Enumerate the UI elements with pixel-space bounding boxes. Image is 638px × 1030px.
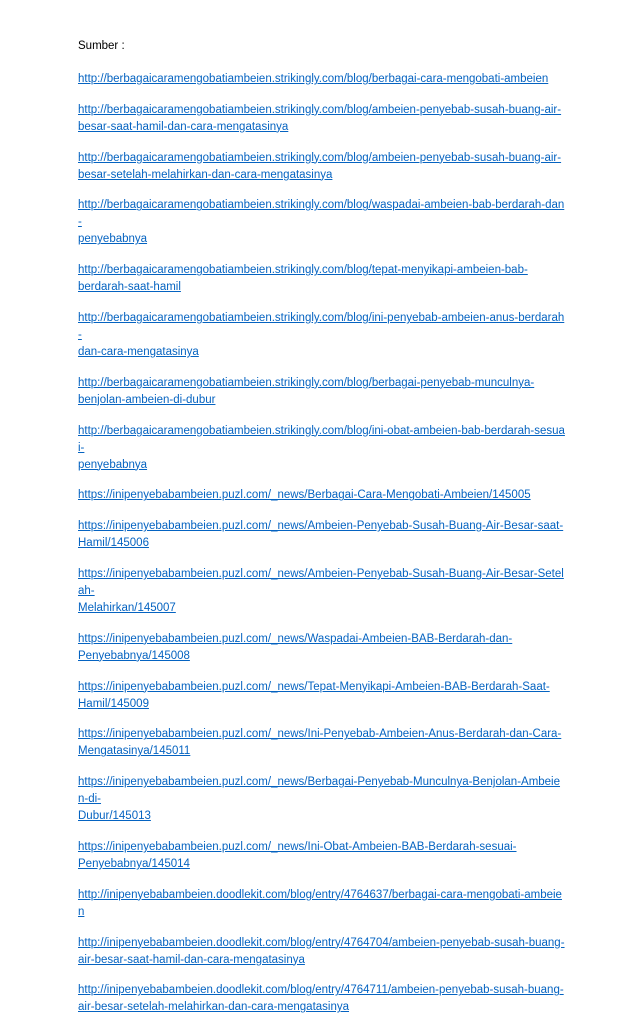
source-link-3[interactable] [78,150,566,184]
source-link-item [78,887,566,921]
source-link-item [78,423,566,474]
source-link-10[interactable] [78,518,566,552]
source-link-13[interactable] [78,679,566,713]
source-link-text: https://inipenyebabambeien.puzl.com/_news/Berbagai-Penyebab-Munculnya-Benjolan-Ambeien-di- [78,776,561,806]
source-link-9[interactable] [78,487,566,504]
source-link-text-cont: air-besar-setelah-melahirkan-dan-cara-mengatasinya [78,1001,350,1014]
source-link-item [78,839,566,873]
source-link-text: http://berbagaicaramengobatiambeien.strikingly.com/blog/waspadai-ambeien-bab-berdarah-dan- [78,199,565,229]
source-link-text-cont: Hamil/145006 [78,537,149,550]
source-link-text-cont: dan-cara-mengatasinya [78,345,199,358]
source-link-text-cont: berdarah-saat-hamil [78,281,181,294]
source-link-16[interactable] [78,839,566,873]
source-link-item [78,102,566,136]
source-link-text: https://inipenyebabambeien.puzl.com/_news/Berbagai-Cara-Mengobati-Ambeien/145005 [78,489,531,502]
source-link-1[interactable] [78,71,566,88]
source-link-text-cont: besar-setelah-melahirkan-dan-cara-mengatasinya [78,168,333,181]
source-link-text: http://inipenyebabambeien.doodlekit.com/blog/entry/4764704/ambeien-penyebab-susah-buang- [78,936,565,949]
source-link-4[interactable] [78,197,566,248]
source-link-item [78,375,566,409]
source-link-18[interactable] [78,935,566,969]
source-link-text: http://berbagaicaramengobatiambeien.strikingly.com/blog/ini-penyebab-ambeien-anus-berdarah- [78,311,565,341]
source-link-item [78,487,566,504]
source-link-item [78,518,566,552]
source-link-text-cont: air-besar-saat-hamil-dan-cara-mengatasinya [78,953,305,966]
source-link-text-cont: benjolan-ambeien-di-dubur [78,393,216,406]
source-link-text: http://berbagaicaramengobatiambeien.strikingly.com/blog/berbagai-penyebab-munculnya- [78,376,535,389]
source-link-19[interactable] [78,982,566,1016]
source-link-text: http://berbagaicaramengobatiambeien.strikingly.com/blog/ambeien-penyebab-susah-buang-air- [78,103,562,116]
source-link-text-cont: penyebabnya [78,458,148,471]
source-link-text: http://berbagaicaramengobatiambeien.strikingly.com/blog/ambeien-penyebab-susah-buang-air- [78,151,562,164]
source-link-text: https://inipenyebabambeien.puzl.com/_news/Ini-Penyebab-Ambeien-Anus-Berdarah-dan-Cara- [78,728,562,741]
source-link-11[interactable] [78,566,566,617]
source-link-6[interactable] [78,310,566,361]
source-link-text: http://berbagaicaramengobatiambeien.strikingly.com/blog/tepat-menyikapi-ambeien-bab- [78,264,528,277]
source-link-text-cont: Hamil/145009 [78,697,149,710]
source-link-item [78,631,566,665]
source-link-item [78,150,566,184]
source-link-list [78,71,566,1016]
sources-heading: Sumber : [78,40,125,52]
source-link-item [78,679,566,713]
source-link-item [78,310,566,361]
source-link-text: https://inipenyebabambeien.puzl.com/_news/Waspadai-Ambeien-BAB-Berdarah-dan- [78,632,513,645]
source-link-text: http://berbagaicaramengobatiambeien.strikingly.com/blog/ini-obat-ambeien-bab-berdarah-sesuai- [78,424,565,454]
source-link-item [78,774,566,825]
source-link-text-cont: Mengatasinya/145011 [78,745,191,758]
source-link-text-cont: besar-saat-hamil-dan-cara-mengatasinya [78,120,289,133]
source-link-text: http://inipenyebabambeien.doodlekit.com/blog/entry/4764637/berbagai-cara-mengobati-ambeien [78,888,562,918]
source-link-text: https://inipenyebabambeien.puzl.com/_news/Tepat-Menyikapi-Ambeien-BAB-Berdarah-Saat- [78,680,550,693]
source-link-item [78,566,566,617]
source-link-item [78,71,566,88]
source-link-text: http://berbagaicaramengobatiambeien.strikingly.com/blog/berbagai-cara-mengobati-ambeien [78,73,549,85]
source-link-text-cont: penyebabnya [78,233,148,246]
source-link-item [78,197,566,248]
source-link-item [78,935,566,969]
source-link-text-cont: Penyebabnya/145014 [78,857,190,870]
source-link-text-cont: Melahirkan/145007 [78,601,176,614]
source-link-7[interactable] [78,375,566,409]
source-link-text-cont: Dubur/145013 [78,810,151,823]
source-link-15[interactable] [78,774,566,825]
source-link-text: https://inipenyebabambeien.puzl.com/_news/Ini-Obat-Ambeien-BAB-Berdarah-sesuai- [78,840,517,853]
source-link-17[interactable] [78,887,566,921]
source-link-2[interactable] [78,102,566,136]
source-link-item [78,982,566,1016]
source-link-item [78,726,566,760]
source-link-5[interactable] [78,262,566,296]
source-link-text-cont: Penyebabnya/145008 [78,649,190,662]
document-content [78,38,566,1030]
source-link-text: https://inipenyebabambeien.puzl.com/_news/Ambeien-Penyebab-Susah-Buang-Air-Besar-saat- [78,520,564,533]
source-link-text: https://inipenyebabambeien.puzl.com/_news/Ambeien-Penyebab-Susah-Buang-Air-Besar-Setelah- [78,567,564,597]
source-link-8[interactable] [78,423,566,474]
source-link-text: http://inipenyebabambeien.doodlekit.com/blog/entry/4764711/ambeien-penyebab-susah-buang- [78,984,564,997]
source-link-14[interactable] [78,726,566,760]
source-link-item [78,262,566,296]
source-link-12[interactable] [78,631,566,665]
